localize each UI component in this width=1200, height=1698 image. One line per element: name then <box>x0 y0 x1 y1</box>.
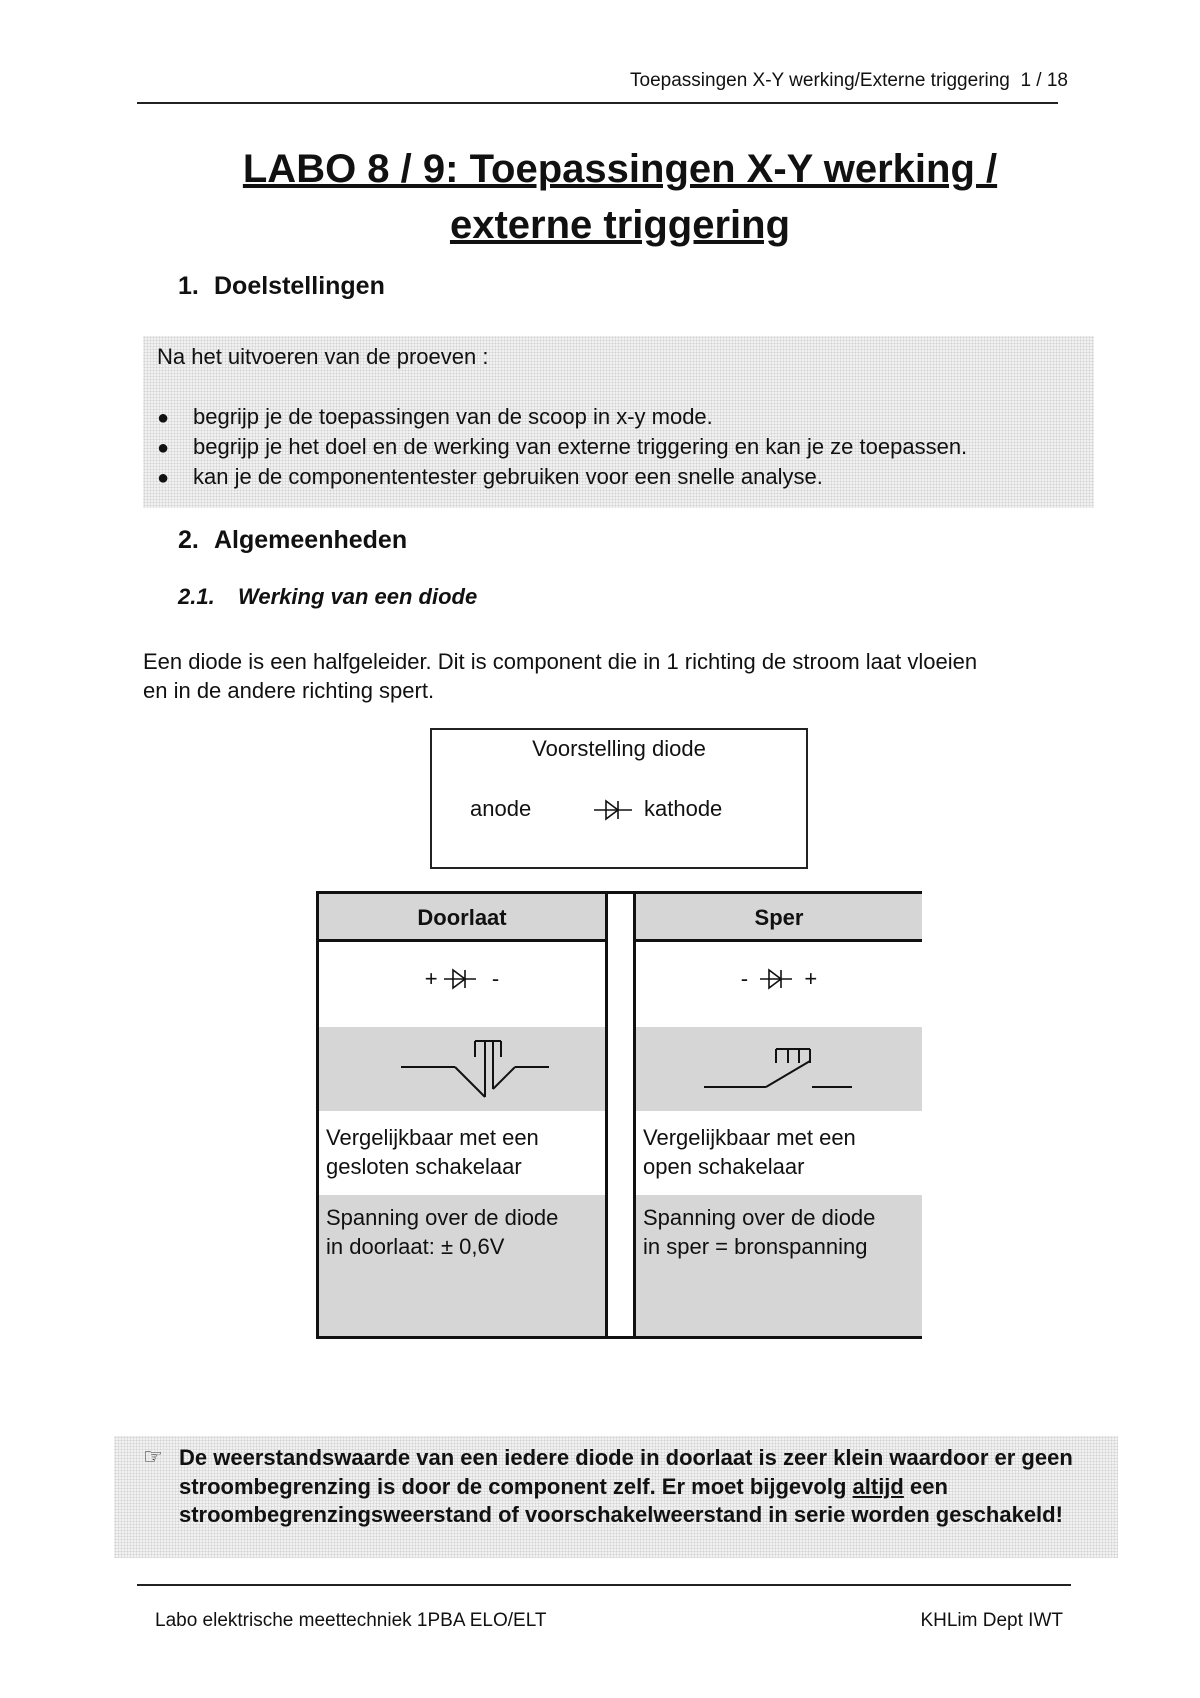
doorlaat-voltage-line-1: Spanning over de diode <box>326 1205 559 1230</box>
subsection-number: 2.1. <box>178 584 215 609</box>
sper-switch-cell <box>636 1027 922 1111</box>
minus-sign: - <box>740 966 749 992</box>
note-text-part: De weerstandswaarde van een iedere diode in doorlaat is zeer klein waardoor er geen stroombegrenzing is door de component zelf. Er moet bijgevolg <box>179 1445 1073 1499</box>
diode-representation-box <box>430 728 808 869</box>
section-2-title: Algemeenheden <box>214 526 408 554</box>
doorlaat-voltage-line-2: in doorlaat: ± 0,6V <box>326 1234 505 1259</box>
document-title-line-1: LABO 8 / 9: Toepassingen X-Y werking / <box>242 147 998 191</box>
list-item <box>157 462 967 492</box>
page-header <box>0 70 1068 92</box>
diode-forward-icon <box>444 966 476 992</box>
closed-switch-icon <box>319 1027 605 1111</box>
sper-desc-line-1: Vergelijkbaar met een <box>643 1125 856 1150</box>
doorlaat-voltage-cell <box>319 1195 605 1336</box>
sper-description-cell <box>636 1111 922 1195</box>
open-switch-icon <box>636 1027 922 1111</box>
diode-reverse-icon <box>760 966 792 992</box>
section-2-number: 2. <box>178 526 199 554</box>
goal-text: kan je de componententester gebruiken voor een snelle analyse. <box>193 464 823 489</box>
section-1-number: 1. <box>178 272 199 300</box>
doorlaat-switch-cell <box>319 1027 605 1111</box>
header-title: Toepassingen X-Y werking/Externe triggering <box>630 70 1010 91</box>
diode-symbol-icon <box>594 797 632 823</box>
list-item <box>157 432 967 462</box>
sper-column <box>636 894 922 1336</box>
doorlaat-column <box>319 894 605 1336</box>
paragraph-line: Een diode is een halfgeleider. Dit is component die in 1 richting de stroom laat vloeien <box>143 649 978 674</box>
column-separator <box>605 894 636 1336</box>
anode-label: anode <box>470 796 532 821</box>
kathode-label: kathode <box>644 796 723 821</box>
sper-voltage-line-2: in sper = bronspanning <box>643 1234 868 1259</box>
doorlaat-desc-line-2: gesloten schakelaar <box>326 1154 522 1179</box>
plus-sign: + <box>424 966 438 992</box>
note-emphasis: altijd <box>852 1473 904 1499</box>
sper-voltage-line-1: Spanning over de diode <box>643 1205 876 1230</box>
section-2-heading <box>178 526 407 555</box>
doorlaat-description-cell <box>319 1111 605 1195</box>
doorlaat-symbol-cell <box>319 942 605 1027</box>
goals-intro: Na het uitvoeren van de proeven : <box>157 344 489 369</box>
doorlaat-desc-line-1: Vergelijkbaar met een <box>326 1125 539 1150</box>
header-divider <box>137 102 1058 104</box>
bullet-icon: ● <box>157 407 170 429</box>
footer-divider <box>137 1584 1071 1586</box>
sper-symbol-cell <box>636 942 922 1027</box>
subsection-title: Werking van een diode <box>238 584 478 609</box>
section-1-heading <box>178 272 385 301</box>
subsection-heading <box>178 584 477 610</box>
section-1-title: Doelstellingen <box>214 272 385 300</box>
page-number: 1 / 18 <box>1020 70 1068 91</box>
note-text-part: een stroombegrenzingsweerstand of voorschakelweerstand in serie worden geschakeld! <box>179 1473 1063 1527</box>
note-text <box>179 1444 1084 1530</box>
bullet-icon: ● <box>157 437 170 459</box>
pointing-hand-icon: ☞ <box>143 1444 163 1469</box>
sper-desc-line-2: open schakelaar <box>643 1154 805 1179</box>
document-title-line-2: externe triggering <box>449 203 791 247</box>
footer-course: Labo elektrische meettechniek 1PBA ELO/ELT <box>155 1610 547 1631</box>
plus-sign: + <box>804 966 818 992</box>
goals-list <box>157 402 967 492</box>
goal-text: begrijp je de toepassingen van de scoop in x-y mode. <box>193 404 713 429</box>
diode-paragraph <box>143 647 1093 705</box>
sper-header: Sper <box>636 894 922 942</box>
minus-sign: - <box>491 966 500 992</box>
list-item <box>157 402 967 432</box>
doorlaat-header: Doorlaat <box>319 894 605 942</box>
sper-voltage-cell <box>636 1195 922 1336</box>
diode-box-caption: Voorstelling diode <box>532 736 706 761</box>
goal-text: begrijp je het doel en de werking van externe triggering en kan je ze toepassen. <box>193 434 968 459</box>
footer-department: KHLim Dept IWT <box>920 1610 1063 1631</box>
diode-comparison-table <box>316 891 922 1339</box>
bullet-icon: ● <box>157 467 170 489</box>
paragraph-line: en in de andere richting spert. <box>143 678 435 703</box>
